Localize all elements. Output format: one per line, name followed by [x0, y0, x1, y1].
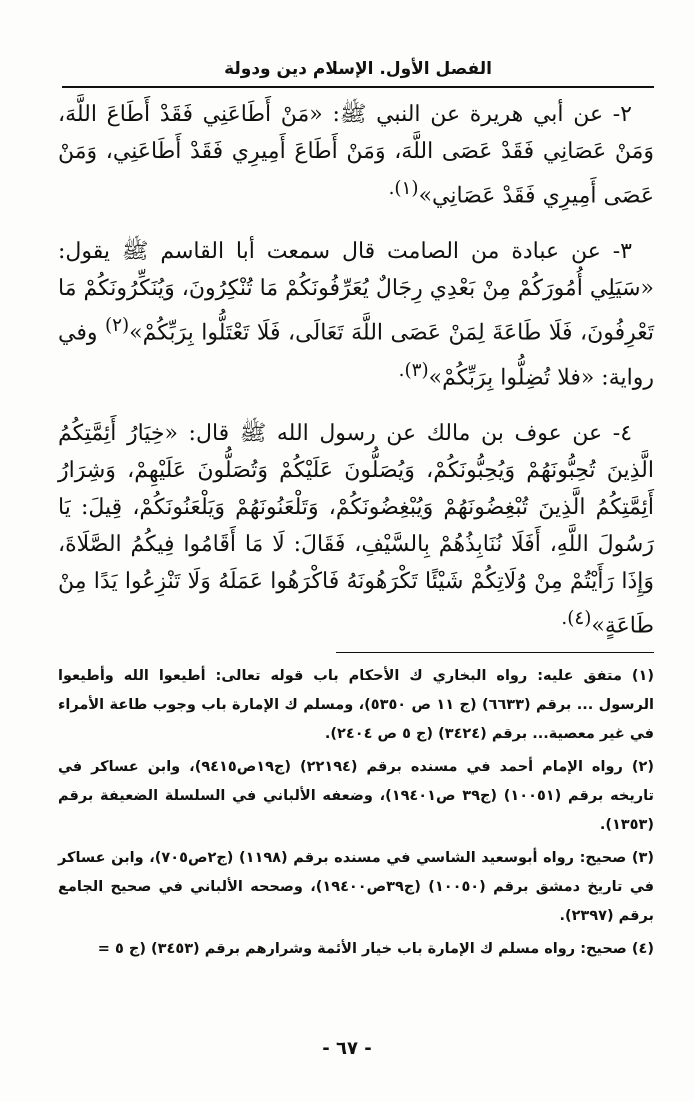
- main-text: [58, 96, 654, 663]
- footnote-label: (٣) صحيح:: [579, 850, 654, 866]
- hadith-label: ٣- عن عبادة من الصامت قال سمعت أبا القاسم ﷺ يقول:: [58, 239, 632, 265]
- hadith-quote: «مَنْ أَطَاعَنِي فَقَدْ أَطَاعَ اللَّهَ، وَمَنْ عَصَانِي فَقَدْ عَصَى اللَّهَ، وَمَنْ أَطَاعَ أَمِيرِي فَقَدْ أَطَاعَنِي، وَمَنْ عَصَى أَمِيرِي فَقَدْ عَصَانِي»: [58, 102, 654, 209]
- footnote-label: (١) متفق عليه:: [537, 668, 654, 684]
- footnote: [58, 844, 654, 931]
- footnote-text: رواه مسلم ك الإمارة باب خيار الأئمة وشرارهم برقم (٣٤٥٣) (ج ٥ =: [97, 941, 576, 957]
- footnote-ref: (١).: [388, 178, 419, 199]
- hadith-label: ٢- عن أبي هريرة عن النبي ﷺ:: [332, 102, 632, 127]
- footnote-text: رواه الإمام أحمد في مسنده برقم (٢٢١٩٤) (ج١٩ص٩٤١٥)، وابن عساكر في تاريخه برقم (١٠٠٥١) (ج٣٩ ص١٩٤٠١)، وضعفه الألباني في السلسلة الضعيفة برقم (١٣٥٣).: [58, 759, 654, 833]
- footnote-label: (٢): [631, 759, 654, 775]
- hadith-paragraph: [58, 96, 654, 214]
- hadith-paragraph: [58, 415, 654, 644]
- hadith-paragraph: [58, 233, 654, 396]
- footnotes: [58, 662, 654, 968]
- footnote-ref: (٤).: [561, 607, 592, 629]
- footnote-divider: [336, 652, 654, 653]
- footnote-label: (٤) صحيح:: [580, 941, 654, 957]
- page-number: - ٦٧ -: [322, 1038, 372, 1059]
- hadith-quote: «خِيَارُ أَئِمَّتِكُمُ الَّذِينَ تُحِبُّونَهُمْ وَيُحِبُّونَكُمْ، وَيُصَلُّونَ عَلَيْكُمْ وَتُصَلُّونَ عَلَيْهِمْ، وَشِرَارُ أَئِمَّتِكُمُ الَّذِينَ تُبْغِضُونَهُمْ وَيُبْغِضُونَكُمْ، وَتَلْعَنُونَهُمْ وَيَلْعَنُونَكُمْ، قِيلَ: يَا رَسُولَ اللَّهِ، أَفَلَا نُنَابِذُهُمْ بِالسَّيْفِ، فَقَالَ: لَا مَا أَقَامُوا فِيكُمُ الصَّلَاةَ، وَإِذَا رَأَيْتُمْ مِنْ وُلَاتِكُمْ شَيْئًا تَكْرَهُونَهُ فَاكْرَهُوا عَمَلَهُ وَلَا تَنْزِعُوا يَدًا مِنْ طَاعَةٍ»: [58, 420, 654, 639]
- footnote-ref: (٢): [104, 315, 130, 337]
- chapter-header: الفصل الأول. الإسلام دين ودولة: [224, 59, 492, 79]
- hadith-quote: «سَيَلِي أُمُورَكُمْ مِنْ بَعْدِي رِجَالٌ يُعَرِّفُونَكُمْ مَا تُنْكِرُونَ، وَيُنَكِّرُونَكُمْ مَا تَعْرِفُونَ، فَلَا طَاعَةَ لِمَنْ عَصَى اللَّهَ تَعَالَى، فَلَا تَعْتَلُّوا بِرَبِّكُمْ»: [58, 276, 654, 346]
- footnote-ref: (٣).: [398, 359, 429, 381]
- header-divider: [62, 86, 654, 88]
- footnote-text: رواه أبوسعيد الشاسي في مسنده برقم (١١٩٨) (ج٢ص٧٠٥)، وابن عساكر في تاريخ دمشق برقم (١٠٠٥٠) (ج٣٩ص١٩٤٠٠)، وصححه الألباني في صحيح الجامع برقم (٢٣٩٧).: [58, 850, 654, 924]
- footnote-text: رواه البخاري ك الأحكام باب قوله تعالى: أطيعوا الله وأطيعوا الرسول ... برقم (٦٦٣٣) (ج ١١ ص ٥٣٥٠)، ومسلم ك الإمارة باب وجوب طاعة الأمراء في غير معصية... برقم (٣٤٢٤) (ج ٥ ص ٢٤٠٤).: [58, 668, 654, 742]
- footnote: [58, 662, 654, 749]
- footnote: [58, 935, 654, 964]
- footnote: [58, 753, 654, 840]
- hadith-label: ٤- عن عوف بن مالك عن رسول الله ﷺ قال:: [188, 420, 633, 446]
- hadith-variant: وفي رواية: «فلا تُضِلُّوا بِرَبِّكُمْ»: [58, 320, 654, 390]
